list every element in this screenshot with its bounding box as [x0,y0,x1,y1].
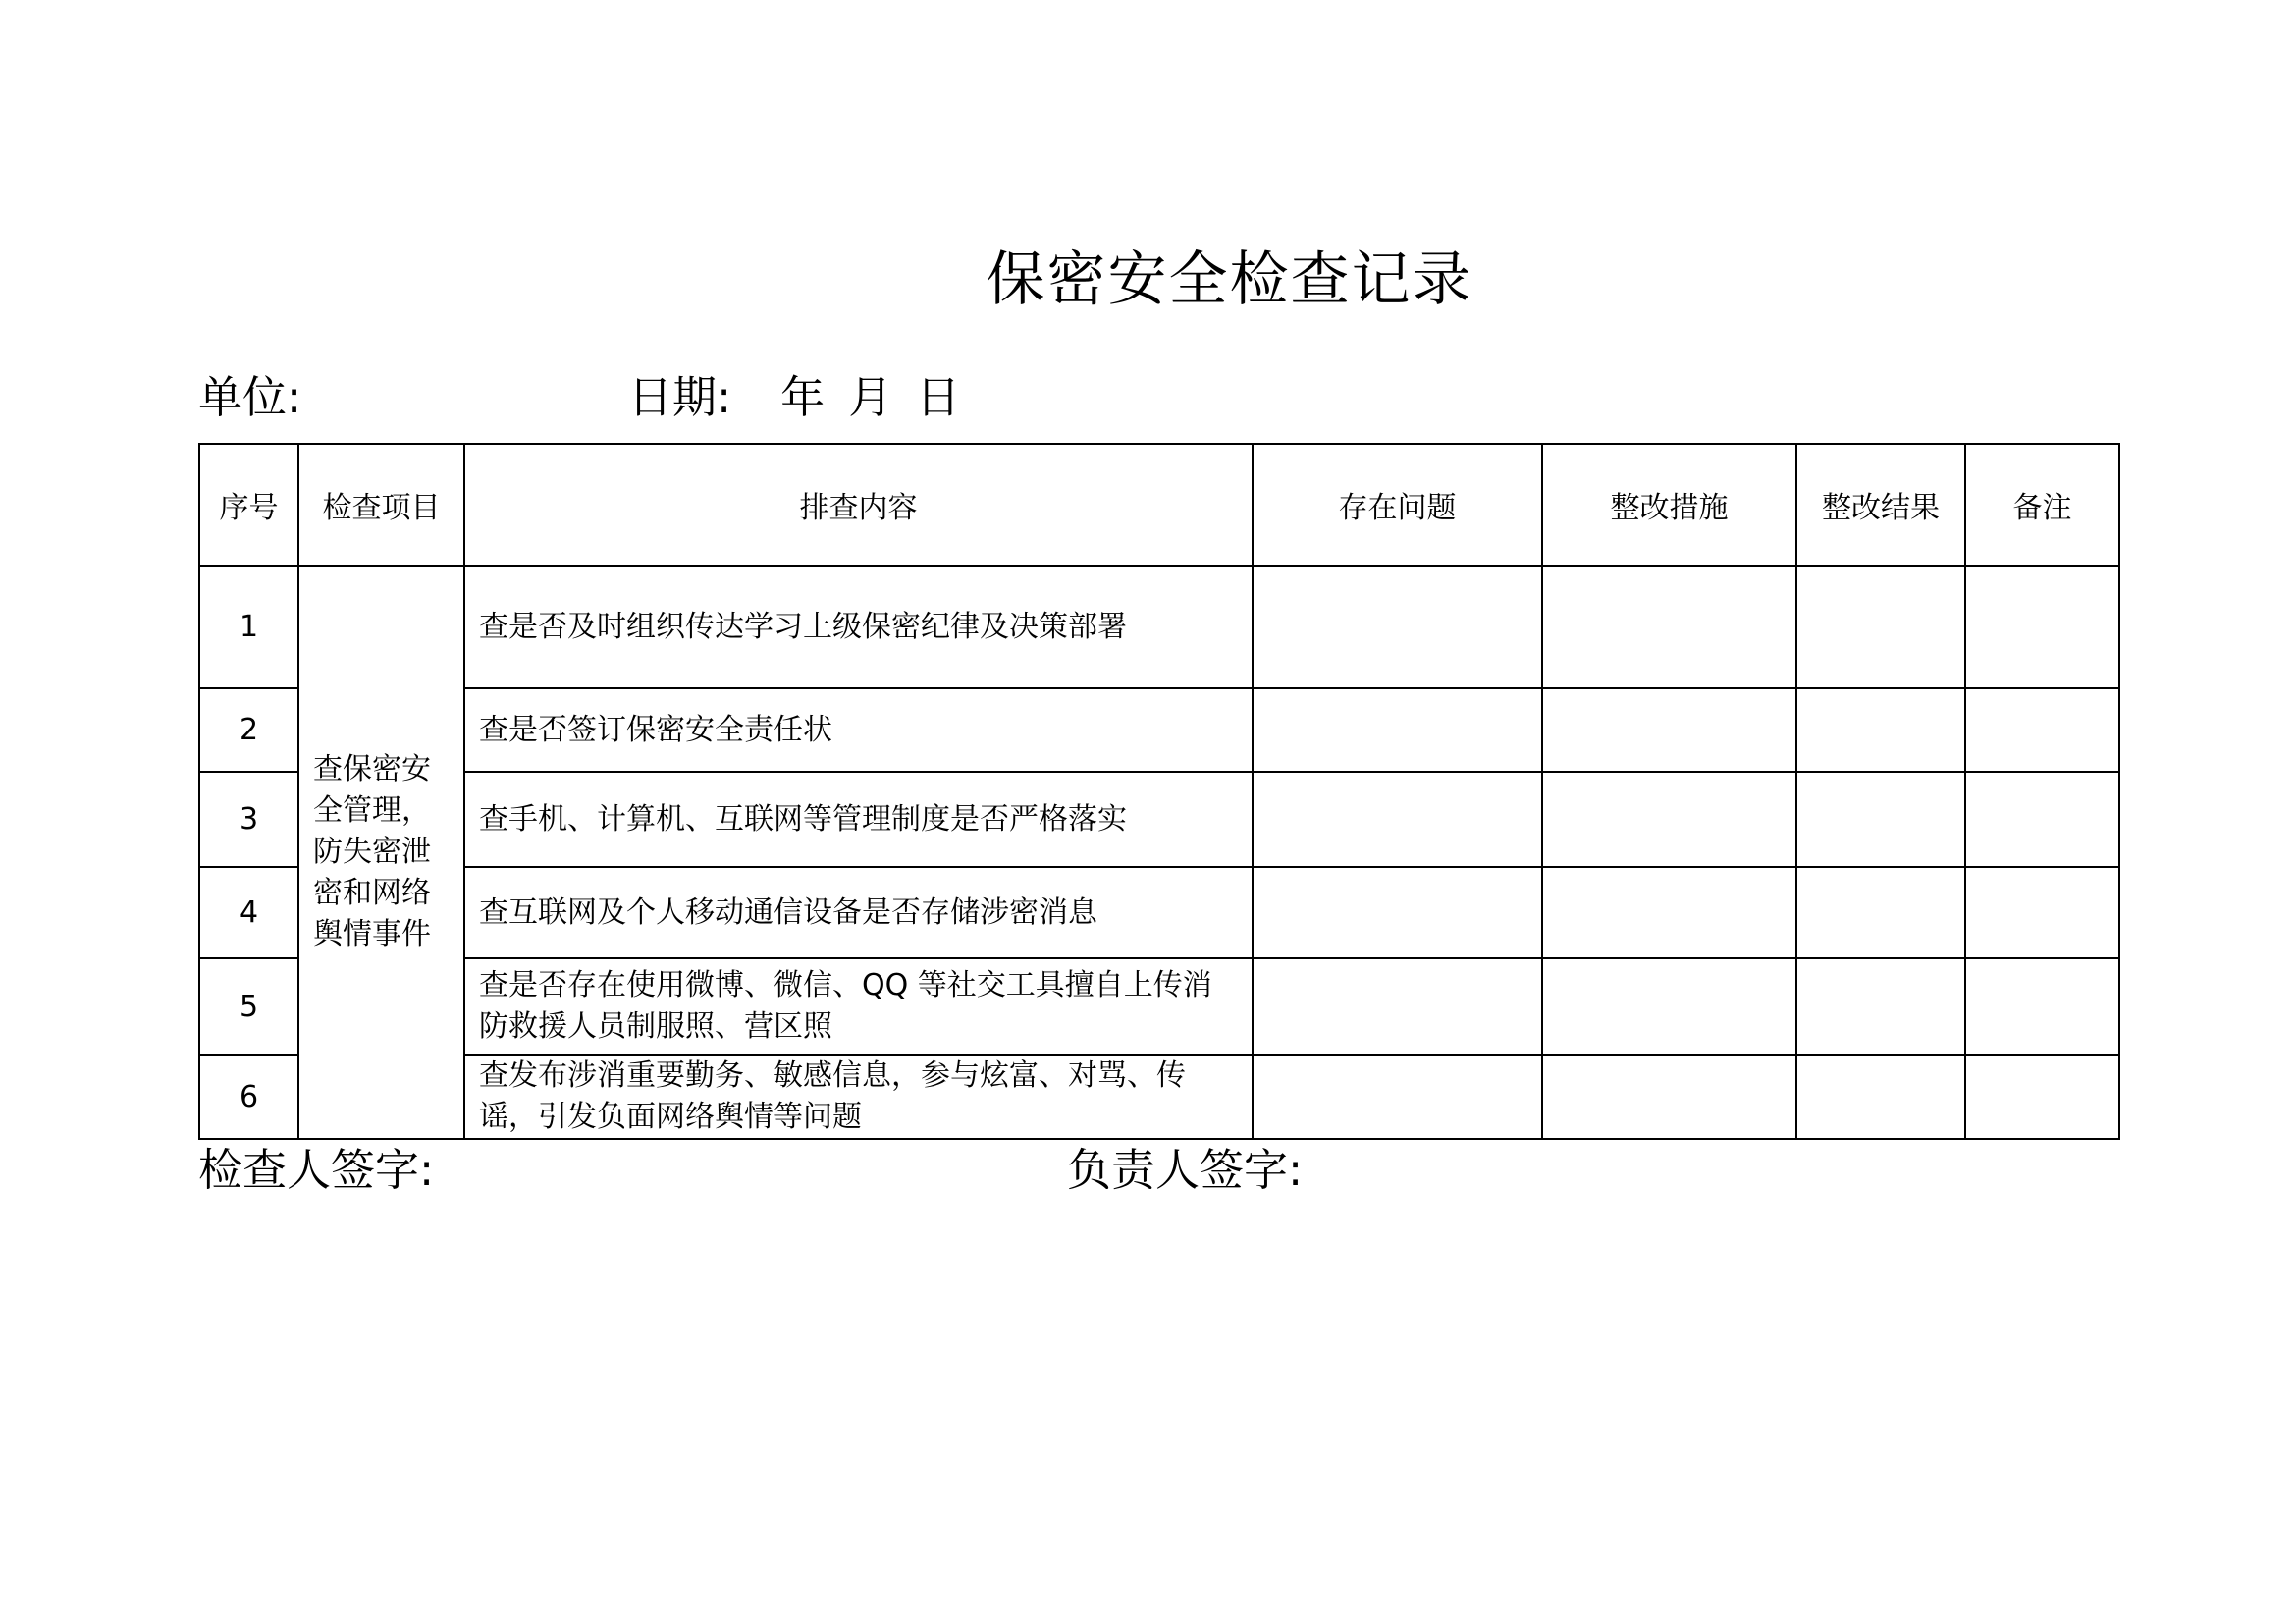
inspector-signature: 检查人签字: [198,1144,435,1196]
inspection-table [198,443,2120,1140]
row-num: 6 [199,1055,298,1139]
row-note-cell[interactable] [1965,867,2119,958]
row-num: 1 [199,566,298,688]
row-note-cell[interactable] [1965,772,2119,867]
row-problem-cell[interactable] [1253,772,1542,867]
date-year: 年 [780,371,826,423]
row-measure-cell[interactable] [1542,566,1796,688]
header-problem: 存在问题 [1253,444,1542,566]
row-problem-cell[interactable] [1253,867,1542,958]
row-content: 查发布涉消重要勤务、敏感信息，参与炫富、对骂、传谣，引发负面网络舆情等问题 [464,1055,1253,1139]
row-measure-cell[interactable] [1542,688,1796,772]
row-problem-cell[interactable] [1253,688,1542,772]
row-note-cell[interactable] [1965,958,2119,1055]
check-item-line: 防失密泄 [313,835,431,869]
row-note-cell[interactable] [1965,688,2119,772]
date-field [628,368,984,427]
row-measure-cell[interactable] [1542,867,1796,958]
header-check-item: 检查项目 [298,444,464,566]
owner-signature: 负责人签字: [1067,1144,1304,1196]
check-item-cell [298,566,464,1139]
row-measure-cell[interactable] [1542,1055,1796,1139]
unit-field [198,368,301,427]
date-month: 月 [848,371,893,423]
row-content: 查是否存在使用微博、微信、QQ 等社交工具擅自上传消防救援人员制服照、营区照 [464,958,1253,1055]
row-result-cell[interactable] [1796,867,1965,958]
row-problem-cell[interactable] [1253,1055,1542,1139]
table-row [199,688,2119,772]
row-content: 查互联网及个人移动通信设备是否存储涉密消息 [464,867,1253,958]
table-row [199,1055,2119,1139]
row-result-cell[interactable] [1796,566,1965,688]
row-result-cell[interactable] [1796,688,1965,772]
row-num: 3 [199,772,298,867]
row-num: 2 [199,688,298,772]
header-measure: 整改措施 [1542,444,1796,566]
row-note-cell[interactable] [1965,566,2119,688]
row-num: 4 [199,867,298,958]
row-result-cell[interactable] [1796,958,1965,1055]
row-measure-cell[interactable] [1542,958,1796,1055]
header-num: 序号 [199,444,298,566]
row-content: 查是否签订保密安全责任状 [464,688,1253,772]
row-measure-cell[interactable] [1542,772,1796,867]
header-content: 排查内容 [464,444,1253,566]
row-result-cell[interactable] [1796,1055,1965,1139]
unit-label: 单位: [198,371,302,423]
row-content: 查手机、计算机、互联网等管理制度是否严格落实 [464,772,1253,867]
date-day: 日 [916,371,961,423]
table-row [199,867,2119,958]
header-result: 整改结果 [1796,444,1965,566]
document-title: 保密安全检查记录 [986,245,1473,314]
table-row [199,772,2119,867]
check-item-line: 全管理， [313,793,431,828]
row-num: 5 [199,958,298,1055]
row-problem-cell[interactable] [1253,566,1542,688]
check-item-line: 舆情事件 [313,917,431,951]
date-label: 日期: [628,371,732,423]
table-row [199,566,2119,688]
check-item-line: 密和网络 [313,876,431,910]
row-problem-cell[interactable] [1253,958,1542,1055]
table-row [199,958,2119,1055]
row-result-cell[interactable] [1796,772,1965,867]
row-content: 查是否及时组织传达学习上级保密纪律及决策部署 [464,566,1253,688]
check-item-line: 查保密安 [313,752,431,786]
table-header-row [199,444,2119,566]
header-note: 备注 [1965,444,2119,566]
row-note-cell[interactable] [1965,1055,2119,1139]
